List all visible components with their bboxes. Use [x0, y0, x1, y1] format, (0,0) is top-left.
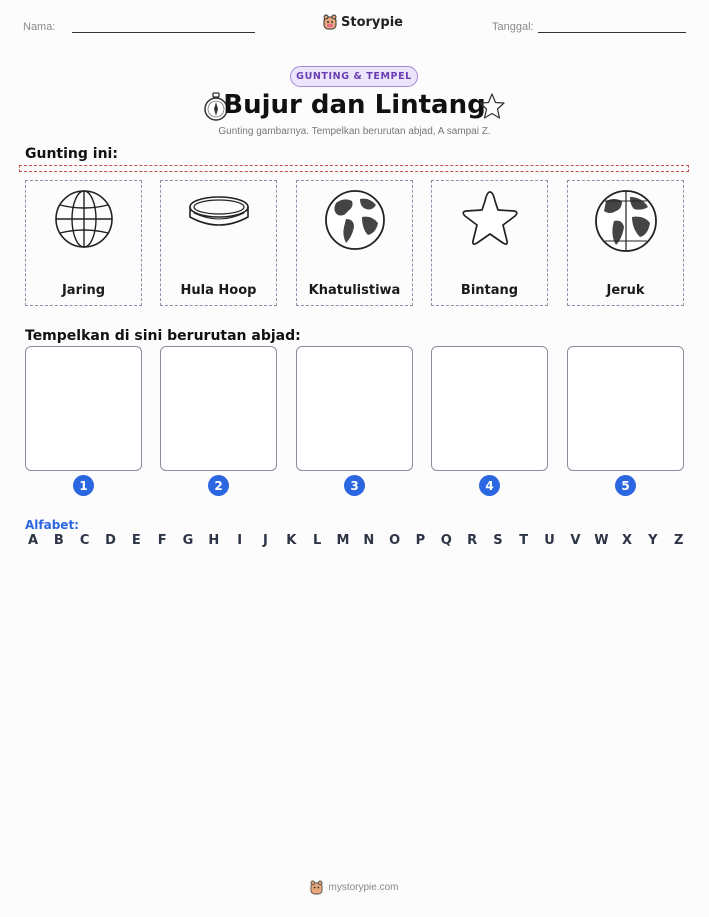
activity-badge: GUNTING & TEMPEL — [290, 66, 418, 87]
alphabet-letter: A — [27, 533, 39, 548]
alphabet-letter: L — [312, 533, 322, 548]
paste-slot-2[interactable] — [160, 346, 277, 471]
alphabet-letter: B — [53, 533, 64, 548]
cut-card-bintang[interactable] — [431, 180, 548, 306]
alphabet-letter: W — [594, 533, 609, 548]
alphabet-letter: I — [237, 533, 243, 548]
paste-slot-4[interactable] — [431, 346, 548, 471]
alphabet-letter: V — [570, 533, 581, 548]
slot-number-4: 4 — [479, 475, 500, 496]
alphabet-letter: P — [415, 533, 426, 548]
date-label: Tanggal: — [492, 21, 534, 33]
storypie-mascot-icon — [310, 880, 323, 895]
alphabet-letter: H — [208, 533, 220, 548]
storypie-mascot-icon — [323, 14, 337, 30]
alphabet-letter: O — [389, 533, 401, 548]
alphabet-letter: U — [544, 533, 555, 548]
date-field[interactable] — [538, 32, 686, 33]
cut-card-jaring[interactable] — [25, 180, 142, 306]
instructions: Gunting gambarnya. Tempelkan berurutan abjad, A sampai Z. — [218, 126, 491, 137]
card-label: Jeruk — [606, 283, 645, 298]
cut-card-hula-hoop[interactable] — [160, 180, 277, 306]
name-label: Nama: — [23, 21, 56, 33]
card-label: Hula Hoop — [180, 283, 257, 298]
alphabet-letter: F — [157, 533, 167, 548]
brand-logo — [323, 14, 403, 30]
alphabet-letter: Q — [440, 533, 452, 548]
hula-hoop-icon — [188, 193, 250, 233]
cut-card-khatulistiwa[interactable] — [296, 180, 413, 306]
footer-url[interactable]: mystorypie.com — [328, 882, 399, 893]
star-outline-icon — [478, 92, 506, 124]
card-label: Bintang — [460, 283, 519, 298]
alphabet-letter: E — [131, 533, 141, 548]
page-title: Bujur dan Lintang — [223, 90, 486, 120]
star-icon — [458, 189, 522, 249]
alphabet-letter: K — [286, 533, 297, 548]
alphabet-label: Alfabet: — [25, 518, 79, 532]
earth-globe-icon — [324, 189, 386, 251]
alphabet-letter: X — [622, 533, 633, 548]
alphabet-letter: C — [79, 533, 90, 548]
name-field[interactable] — [72, 32, 255, 33]
alphabet-letter: G — [182, 533, 194, 548]
alphabet-row — [26, 533, 686, 548]
slot-number-2: 2 — [208, 475, 229, 496]
segmented-globe-icon — [594, 189, 658, 253]
paste-section-label: Tempelkan di sini berurutan abjad: — [25, 328, 301, 344]
slot-number-5: 5 — [615, 475, 636, 496]
alphabet-letter: Z — [673, 533, 684, 548]
slot-number-1: 1 — [73, 475, 94, 496]
paste-slot-1[interactable] — [25, 346, 142, 471]
paste-slot-3[interactable] — [296, 346, 413, 471]
alphabet-letter: R — [467, 533, 478, 548]
alphabet-letter: D — [105, 533, 116, 548]
brand-name: Storypie — [341, 14, 403, 30]
alphabet-letter: M — [336, 533, 350, 548]
alphabet-letter: N — [363, 533, 375, 548]
alphabet-letter: J — [263, 533, 268, 548]
paste-slot-5[interactable] — [567, 346, 684, 471]
alphabet-letter: T — [519, 533, 529, 548]
alphabet-letter: S — [493, 533, 503, 548]
card-label: Khatulistiwa — [308, 283, 401, 298]
cut-section-label: Gunting ini: — [25, 146, 118, 162]
cut-card-jeruk[interactable] — [567, 180, 684, 306]
footer — [0, 880, 709, 895]
slot-number-3: 3 — [344, 475, 365, 496]
card-label: Jaring — [61, 283, 106, 298]
globe-grid-icon — [54, 189, 114, 249]
alphabet-letter: Y — [648, 533, 658, 548]
cut-line[interactable] — [19, 165, 689, 172]
